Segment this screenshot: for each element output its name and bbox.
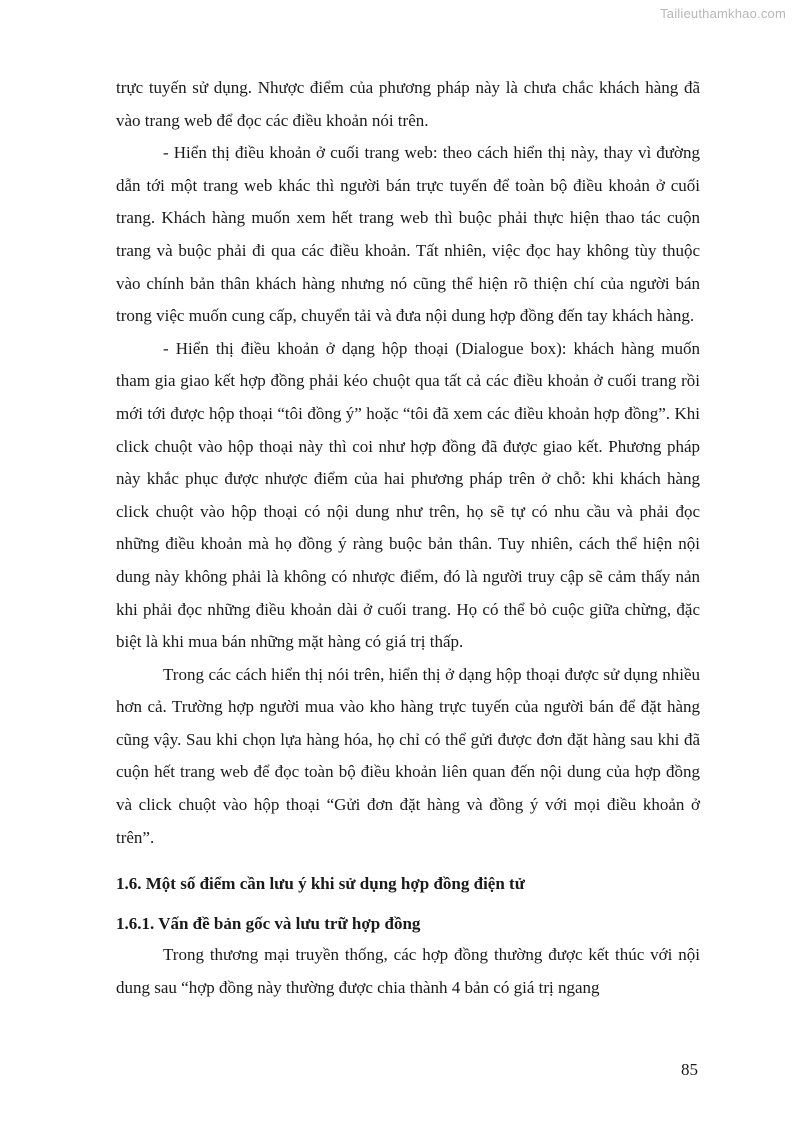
paragraph-summary: Trong các cách hiển thị nói trên, hiển thị ở dạng hộp thoại được sử dụng nhiều hơn cả. Trường hợp người mua vào kho hàng trực tuyến của người bán để đặt hàng cũng vậy. Sau khi chọn lựa hàng hóa, họ chỉ có thể gửi được đơn đặt hàng sau khi đã cuộn hết trang web để đọc toàn bộ điều khoản liên quan đến nội dung của hợp đồng và click chuột vào hộp thoại “Gửi đơn đặt hàng và đồng ý với mọi điều khoản ở trên”. bbox=[116, 664, 700, 847]
paragraph-traditional-commerce: Trong thương mại truyền thống, các hợp đồng thường được kết thúc với nội dung sau “hợp đồng này thường được chia thành 4 bản có giá trị ngang bbox=[116, 945, 700, 997]
paragraph-bottom-display: - Hiển thị điều khoản ở cuối trang web: theo cách hiển thị này, thay vì đường dẫn tới một trang web khác thì người bán trực tuyến để toàn bộ điều khoản ở cuối trang. Khách hàng muốn xem hết trang web thì buộc phải thực hiện thao tác cuộn trang và buộc phải đi qua các điều khoản. Tất nhiên, việc đọc hay không tùy thuộc vào chính bản thân khách hàng nhưng nó cũng thể hiện rõ thiện chí của người bán trong việc muốn cung cấp, chuyển tải và đưa nội dung hợp đồng đến tay khách hàng. bbox=[116, 143, 700, 326]
paragraph-continuation: trực tuyến sử dụng. Nhược điểm của phương pháp này là chưa chắc khách hàng đã vào trang web để đọc các điều khoản nói trên. bbox=[116, 78, 700, 130]
watermark-text: Tailieuthamkhao.com bbox=[660, 6, 786, 21]
subsection-heading: 1.6.1. Vấn đề bản gốc và lưu trữ hợp đồng bbox=[116, 914, 421, 934]
page-number: 85 bbox=[681, 1060, 698, 1079]
document-body bbox=[116, 72, 700, 1004]
section-heading: 1.6. Một số điểm cần lưu ý khi sử dụng hợp đồng điện tử bbox=[116, 874, 525, 894]
paragraph-dialogue-box: - Hiển thị điều khoản ở dạng hộp thoại (Dialogue box): khách hàng muốn tham gia giao kết hợp đồng phải kéo chuột qua tất cả các điều khoản ở cuối trang rồi mới tới được hộp thoại “tôi đồng ý” hoặc “tôi đã xem các điều khoản hợp đồng”. Khi click chuột vào hộp thoại này thì coi như hợp đồng đã được giao kết. Phương pháp này khắc phục được nhược điểm của hai phương pháp trên ở chỗ: khi khách hàng click chuột vào hộp thoại có nội dung như trên, họ sẽ tự có nhu cầu và phải đọc những điều khoản mà họ đồng ý ràng buộc bản thân. Tuy nhiên, cách thể hiện nội dung này không phải là không có nhược điểm, đó là người truy cập sẽ cảm thấy nản khi phải đọc những điều khoản dài ở cuối trang. Họ có thể bỏ cuộc giữa chừng, đặc biệt là khi mua bán những mặt hàng có giá trị thấp. bbox=[116, 338, 700, 652]
